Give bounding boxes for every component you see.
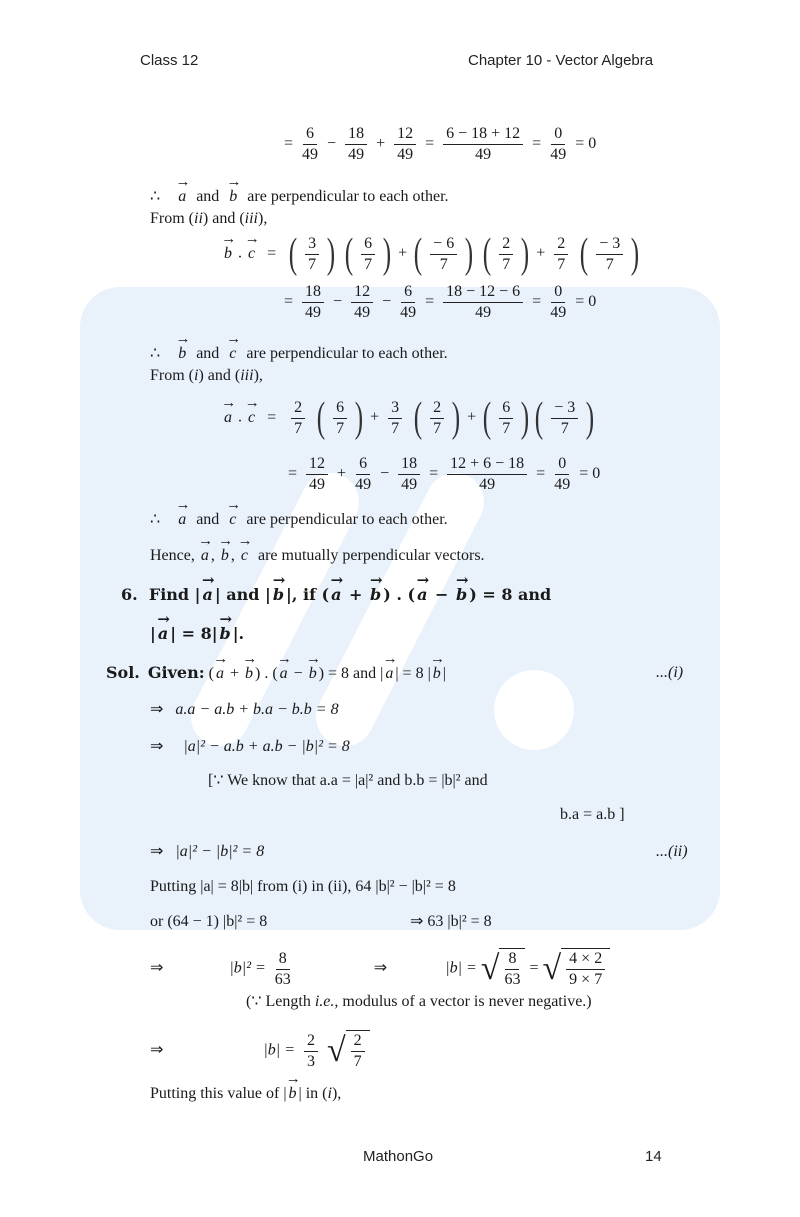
from-ii-iii: From (ii) and (iii), [150,210,268,227]
putting-value: Putting |a| = 8|b| from (i) in (ii), 64 |b|² − |b|² = 8 [150,878,456,895]
equation-ref-ii: ...(ii) [656,843,688,860]
step-simplify: ⇒ |a|² − a.b + a.b − |b|² = 8 [150,738,350,755]
equation-bc-result: = $\frac{18}{49}$ − $\frac{12}{49}$ − $\frac{6}{49}$ = $\frac{18 - 12 - 6}{49}$ = $\frac{0}{49}$ = 0 [284,283,597,321]
equation-ab-result: = $\frac{6}{49}$ − $\frac{18}{49}$ + $\frac{12}{49}$ = $\frac{6 - 18 + 12}{49}$ = $\frac{0}{49}$ = 0 [284,125,597,163]
page-number: 14 [645,1148,662,1165]
note-length-nonnegative: (∵ Length i.e., modulus of a vector is never negative.) [246,993,592,1010]
step-difference: ⇒ |a|² − |b|² = 8 [150,843,265,860]
hence-mutually-perpendicular: Hence, → a , → b , → c are mutually perpendicular vectors. [150,546,485,566]
conclusion-ac: ∴ → a and → c are perpendicular to each other. [150,510,448,530]
header-chapter: Chapter 10 - Vector Algebra [468,52,654,69]
conclusion-ab: ∴ → a and → b are perpendicular to each other. [150,187,449,207]
or-step-right: ⇒ 63 |b|² = 8 [410,913,492,930]
solution-given: Sol. Given: ( → a + → b ) . ( → a − → b ) = 8 and | → a | = 8 | → b | [106,663,446,684]
step-b-squared: ⇒ |b|² = $\frac{8}{63}$ ⇒ |b| = √ $\frac{8}{63}$ = √ $\frac{4 \times 2}{9 \times 7}$ [150,948,610,990]
or-step-left: or (64 − 1) |b|² = 8 [150,913,268,930]
from-i-iii: From (i) and (iii), [150,367,263,384]
step-b-value: ⇒ |b| = $\frac{2}{3}$ √ $\frac{2}{7}$ [150,1030,370,1072]
question-6-line2: | → a | = 8| → b |. [150,624,244,644]
note-dot-product-line2: b.a = a.b ] [560,806,625,823]
equation-bc: → b . → c = ( $\frac{3}{7}$ ) ( $\frac{6}{7}$ ) + ( $\frac{- 6}{7}$ ) ( $\frac{2}{7}$ ) + $\frac{2}{7}$ ( $\frac{- 3}{7}$ ) [222,232,642,276]
footer-brand: MathonGo [363,1148,434,1165]
conclusion-bc: ∴ → b and → c are perpendicular to each other. [150,344,448,364]
header-class: Class 12 [140,52,199,69]
equation-ac-result: = $\frac{12}{49}$ + $\frac{6}{49}$ − $\frac{18}{49}$ = $\frac{12 + 6 - 18}{49}$ = $\frac{0}{49}$ = 0 [288,455,601,493]
putting-this-value: Putting this value of | → b | in (i), [150,1084,341,1104]
equation-ref-i: ...(i) [656,664,684,681]
note-dot-product-line1: [∵ We know that a.a = |a|² and b.b = |b|² and [208,772,488,789]
step-expand: ⇒ a.a − a.b + b.a − b.b = 8 [150,701,339,718]
question-6-line1: 6. Find | → a | and | → b |, if ( → a + → b ) . ( → a − → b ) = 8 and [121,585,551,605]
equation-ac: → a . → c = $\frac{2}{7}$ ( $\frac{6}{7}$ ) + $\frac{3}{7}$ ( $\frac{2}{7}$ ) + ( $\frac{6}{7}$ ) ( $\frac{- 3}{7}$ ) [222,396,597,440]
